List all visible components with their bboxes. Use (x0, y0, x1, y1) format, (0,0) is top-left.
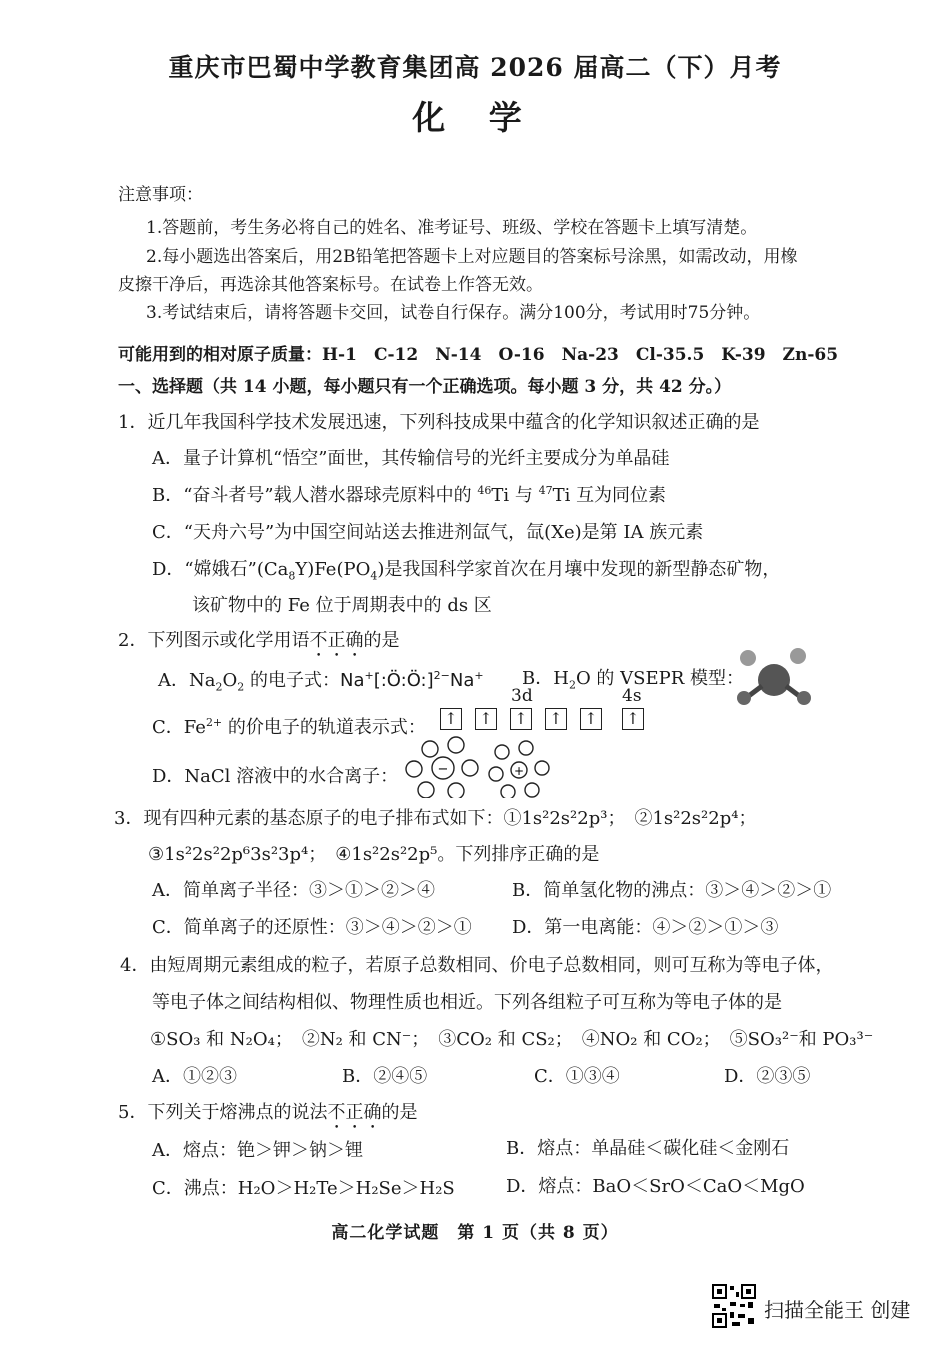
na2o2-electron-formula: Na+[:Ö:Ö:]$^{2-}$Na+ (339, 669, 484, 691)
notice-line-1: 1.答题前，考生务必将自己的姓名、准考证号、班级、学校在答题卡上填写清楚。 (146, 218, 758, 238)
q3-option-b: B．简单氢化物的沸点：③＞④＞②＞① (512, 880, 832, 901)
q5-option-c: C．沸点：H₂O＞H₂Te＞H₂Se＞H₂S (152, 1178, 455, 1199)
orbital-label-3d: 3d (511, 686, 533, 706)
orbital-box-3d-1: ↑ (440, 708, 462, 730)
q4-stem: 4．由短周期元素组成的粒子，若原子总数相同、价电子总数相同，则可互称为等电子体， (120, 955, 834, 976)
q1-option-d: D．“嫦娥石$”(Ca_8Y)Fe(PO_4)$是我国科学家首次在月壤中发现的新型静态矿物， (152, 559, 781, 583)
q5-stem: 5．下列关于熔沸点的说法不正确的是 (118, 1102, 418, 1123)
watermark-text: 扫描全能王 创建 (764, 1298, 911, 1322)
q2-option-c: C．$Fe^{2+}$ 的价电子的轨道表示式： (152, 716, 426, 738)
q5-option-b: B．熔点：单晶硅＜碳化硅＜金刚石 (506, 1138, 790, 1159)
q5-option-a: A．熔点：铯＞钾＞钠＞锂 (152, 1140, 363, 1161)
vsepr-model-image (732, 640, 818, 706)
q3-stem: 3．现有四种元素的基态原子的电子排布式如下：①1s²2s²2p³； ②1s²2s²2p⁴； (114, 808, 757, 829)
q3-option-a: A．简单离子半径：③＞①＞②＞④ (152, 880, 435, 901)
notice-line-2b: 皮擦干净后，再选涂其他答案标号。在试卷上作答无效。 (118, 275, 543, 295)
orbital-box-3d-4: ↑ (545, 708, 567, 730)
q3-option-d: D．第一电离能：④＞②＞①＞③ (512, 917, 779, 938)
q3-option-c: C．简单离子的还原性：③＞④＞②＞① (152, 917, 472, 938)
notice-heading: 注意事项： (118, 185, 203, 205)
q4-option-c: C．①③④ (534, 1066, 620, 1087)
sodium-ion-sign: + (513, 764, 525, 778)
q4-option-d: D．②③⑤ (724, 1066, 811, 1087)
q4-option-a: A．①②③ (152, 1066, 237, 1087)
notice-line-2a: 2.每小题选出答案后，用2B铅笔把答题卡上对应题目的答案标号涂黑，如需改动，用橡 (146, 247, 798, 267)
orbital-box-3d-3: ↑ (510, 708, 532, 730)
chloride-ion-sign: − (437, 762, 449, 777)
q3-stem-line2: ③1s²2s²2p⁶3s²3p⁴； ④1s²2s²2p⁵。下列排序正确的是 (148, 844, 600, 865)
orbital-box-3d-2: ↑ (475, 708, 497, 730)
q1-option-c: C．“天舟六号”为中国空间站送去推进剂氙气，氙(Xe)是第 IA 族元素 (152, 522, 704, 543)
q5-option-d: D．熔点：BaO＜SrO＜CaO＜MgO (506, 1176, 805, 1197)
q4-option-b: B．②④⑤ (342, 1066, 428, 1087)
notice-line-3: 3.考试结束后，请将答题卡交回，试卷自行保存。满分100分，考试用时75分钟。 (146, 303, 761, 323)
q4-stem-line2: 等电子体之间结构相似、物理性质也相近。下列各组粒子可互称为等电子体的是 (152, 992, 782, 1013)
exam-title: 重庆市巴蜀中学教育集团高 2026 届高二（下）月考 (168, 53, 782, 82)
atomic-mass-line: 可能用到的相对原子质量：H-1 C-12 N-14 O-16 Na-23 Cl-35.5 K-39 Zn-65 (118, 345, 839, 365)
q1-option-a: A．量子计算机“悟空”面世，其传输信号的光纤主要成分为单晶硅 (152, 448, 670, 469)
q1-stem: 1．近几年我国科学技术发展迅速，下列科技成果中蕴含的化学知识叙述正确的是 (118, 412, 760, 433)
section-1-heading: 一、选择题（共 14 小题，每小题只有一个正确选项。每小题 3 分，共 42 分。） (118, 377, 732, 397)
hydrated-ions-diagram (404, 736, 554, 798)
q4-items: ①SO₃ 和 N₂O₄； ②N₂ 和 CN⁻； ③CO₂ 和 CS₂； ④NO₂ 和 CO₂； ⑤SO₃²⁻和 PO₃³⁻ (150, 1029, 874, 1050)
orbital-label-4s: 4s (622, 686, 642, 706)
orbital-box-4s: ↑ (622, 708, 644, 730)
qr-code-icon (712, 1284, 756, 1328)
exam-subject: 化 学 (412, 98, 538, 137)
q2-stem: 2．下列图示或化学用语不正确的是 (118, 630, 400, 651)
q1-option-b: B．“奋斗者号”载人潜水器球壳原料中的 $^{46}$Ti 与 $^{47}$Ti 互为同位素 (152, 484, 667, 506)
q2-option-b: B．$H_2O$ 的 VSEPR 模型： (522, 668, 744, 692)
q2-option-d: D．NaCl 溶液中的水合离子： (152, 766, 399, 787)
orbital-box-3d-5: ↑ (580, 708, 602, 730)
page-footer: 高二化学试题 第 1 页（共 8 页） (331, 1223, 619, 1243)
q2-option-a: A．$Na_2O_2$ 的电子式：Na+[:Ö:Ö:]$^{2-}$Na+ (158, 669, 484, 694)
q1-option-d-line2: 该矿物中的 Fe 位于周期表中的 ds 区 (192, 595, 492, 616)
